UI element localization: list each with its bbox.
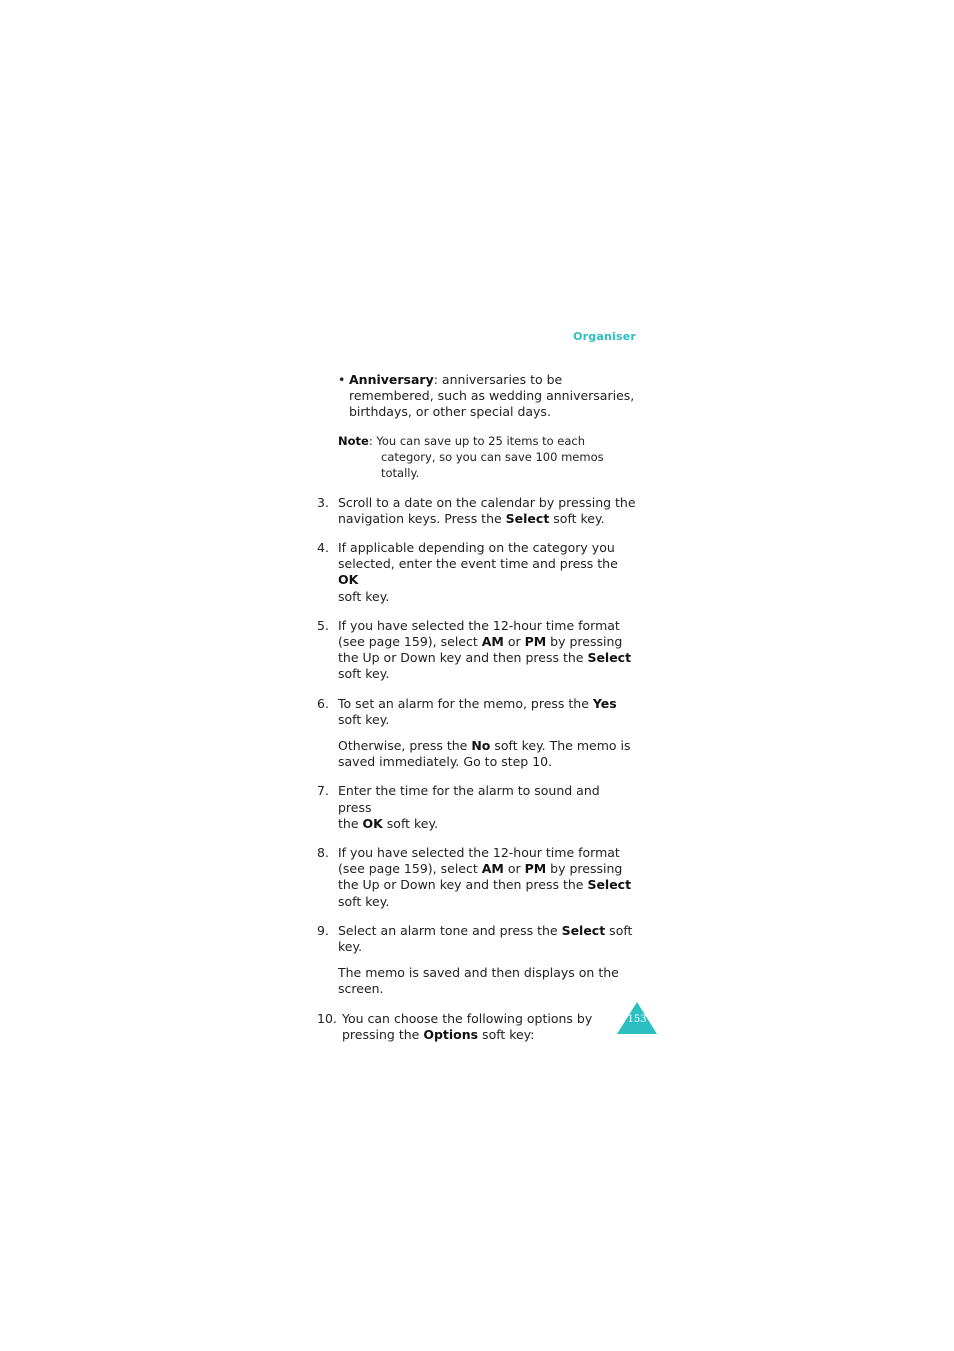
options-key-label: Options — [423, 1026, 479, 1042]
step-9-text: soft — [605, 922, 633, 938]
page-content — [317, 372, 637, 1043]
step-10-text: soft key: — [478, 1026, 535, 1042]
note-block — [317, 433, 637, 481]
bullet-text-1: : anniversaries to be — [433, 372, 563, 387]
step-8-text: the Up or Down key and then press the — [338, 877, 588, 893]
step-6-text: To set an alarm for the memo, press the — [338, 695, 593, 711]
step-8 — [317, 845, 637, 910]
note-line-1: : You can save up to 25 items to each — [368, 433, 586, 448]
step-number: 3. — [317, 494, 329, 510]
am-label: AM — [481, 861, 504, 877]
step-5-text: soft key. — [338, 666, 390, 682]
step-5-text: the Up or Down key and then press the — [338, 650, 588, 666]
select-key-label: Select — [561, 922, 606, 938]
step-number: 5. — [317, 617, 329, 633]
step-number: 10. — [317, 1010, 337, 1026]
step-7-text: Enter the time for the alarm to sound and press — [338, 783, 600, 815]
section-header: Organiser — [573, 330, 636, 343]
anniversary-bullet — [317, 372, 637, 421]
select-key-label: Select — [587, 877, 632, 893]
pm-label: PM — [524, 634, 547, 650]
step-9-text: key. — [338, 939, 363, 955]
step-9-extra: screen. — [338, 981, 384, 997]
step-6-text: soft key. — [338, 711, 390, 727]
step-5-text: or — [503, 634, 525, 650]
step-8-text: soft key. — [338, 893, 390, 909]
step-8-text: If you have selected the 12-hour time format — [338, 845, 620, 861]
step-5 — [317, 618, 637, 683]
step-4-text: selected, enter the event time and press the — [338, 556, 618, 572]
step-5-text: (see page 159), select — [338, 634, 482, 650]
step-number: 4. — [317, 540, 329, 556]
step-8-text: (see page 159), select — [338, 861, 482, 877]
yes-key-label: Yes — [592, 695, 617, 711]
step-3-text: navigation keys. Press the — [338, 510, 506, 526]
step-6-extra: soft key. The memo is — [490, 738, 631, 754]
select-key-label: Select — [587, 650, 632, 666]
step-number: 9. — [317, 922, 329, 938]
ok-key-label: OK — [338, 572, 359, 588]
note-label: Note — [338, 433, 369, 448]
step-9-extra: The memo is saved and then displays on the — [338, 965, 619, 981]
step-6 — [317, 696, 637, 771]
ok-key-label: OK — [362, 815, 383, 831]
bullet-text-2: remembered, such as wedding anniversaries, — [349, 388, 635, 404]
step-3-text: Scroll to a date on the calendar by pressing the — [338, 494, 636, 510]
am-label: AM — [481, 634, 504, 650]
select-key-label: Select — [505, 510, 550, 526]
page-number: 153 — [627, 1014, 647, 1025]
step-6-extra: saved immediately. Go to step 10. — [338, 754, 553, 770]
step-10-text: You can choose the following options by — [342, 1010, 593, 1026]
note-line-2: category, so you can save 100 memos — [381, 449, 604, 464]
step-number: 7. — [317, 783, 329, 799]
step-4-text: If applicable depending on the category you — [338, 540, 615, 556]
step-8-text: or — [503, 861, 525, 877]
step-5-text: by pressing — [546, 634, 623, 650]
step-number: 6. — [317, 695, 329, 711]
step-10-text: pressing the — [342, 1026, 424, 1042]
no-key-label: No — [471, 738, 491, 754]
bullet-text-3: birthdays, or other special days. — [349, 404, 551, 420]
pm-label: PM — [524, 861, 547, 877]
step-7-text: soft key. — [382, 815, 439, 831]
note-line-3: totally. — [381, 465, 420, 480]
step-3 — [317, 495, 637, 527]
step-4-text: soft key. — [338, 588, 390, 604]
step-number: 8. — [317, 845, 329, 861]
bullet-dot: • — [338, 372, 346, 387]
step-9 — [317, 923, 637, 998]
step-5-text: If you have selected the 12-hour time format — [338, 617, 620, 633]
step-3-text: soft key. — [549, 510, 605, 526]
step-8-text: by pressing — [546, 861, 623, 877]
bullet-term: Anniversary — [349, 372, 434, 387]
step-9-text: Select an alarm tone and press the — [338, 922, 562, 938]
step-6-extra: Otherwise, press the — [338, 738, 472, 754]
step-7 — [317, 783, 637, 832]
step-4 — [317, 540, 637, 605]
step-10 — [317, 1011, 637, 1043]
step-7-text: the — [338, 815, 363, 831]
